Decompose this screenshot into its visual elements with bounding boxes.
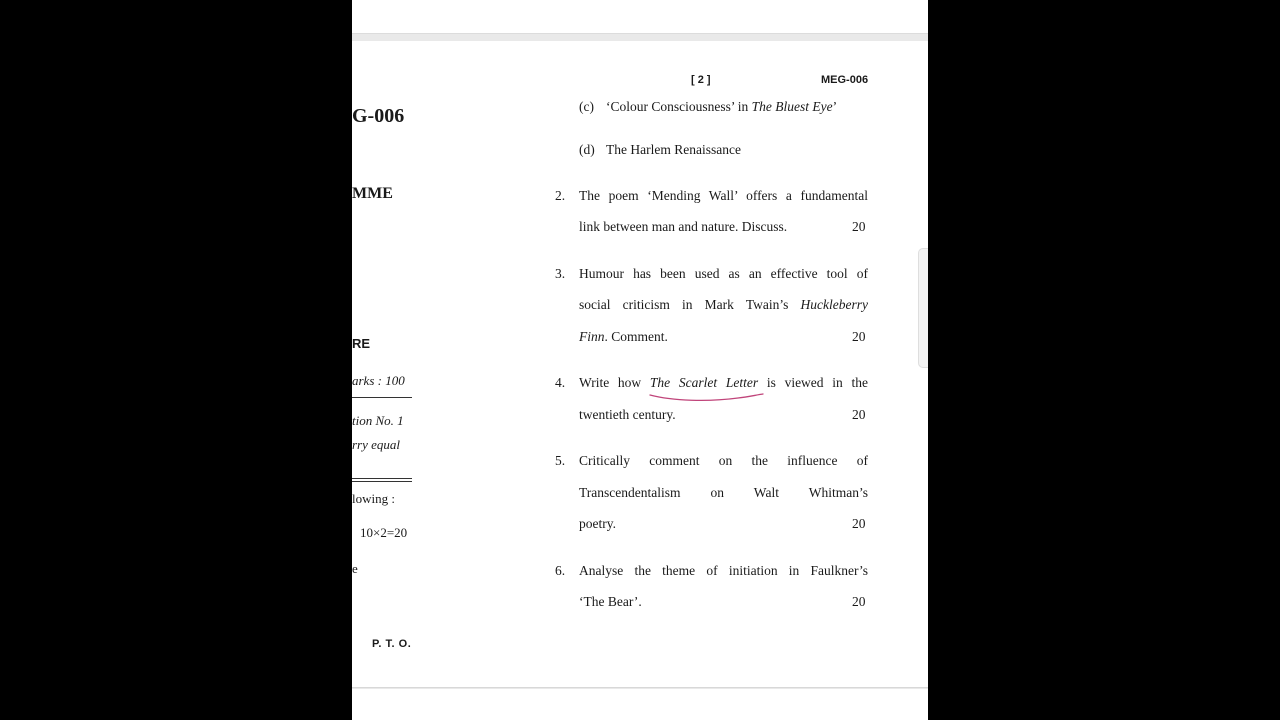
question-5-line-3: poetry. (579, 516, 616, 531)
question-5-number: 5. (555, 453, 566, 468)
question-3-line-2: social criticism in Mark Twain’s Huckleberry (579, 297, 868, 312)
document-viewer[interactable] (352, 0, 928, 720)
pto-label: P. T. O. (372, 638, 412, 650)
programme-fragment: MME (352, 185, 393, 202)
question-2-line-2: link between man and nature. Discuss. (579, 219, 788, 234)
item-c-text: ‘Colour Consciousness’ in The Bluest Eye’ (606, 99, 838, 114)
question-5-marks: 20 (852, 516, 866, 531)
question-5-line-1: Critically comment on the influence of (579, 453, 868, 468)
question-4-line-1: Write how The Scarlet Letter is viewed in the (579, 375, 868, 390)
question-4-marks: 20 (852, 407, 866, 422)
question-2-line-1: The poem ‘Mending Wall’ offers a fundamental (579, 188, 868, 203)
instruction-line-1: tion No. 1 (352, 413, 404, 428)
course-code-fragment: G-006 (352, 105, 405, 127)
item-c-label: (c) (579, 99, 594, 114)
question-6-number: 6. (555, 563, 566, 578)
marks-calc: 10×2=20 (360, 525, 408, 540)
question-6-line-2: ‘The Bear’. (579, 594, 642, 609)
left-page-fragment (352, 41, 414, 687)
handwritten-underline-mark (648, 390, 766, 404)
document-page (352, 41, 928, 688)
course-title-fragment: RE (352, 336, 371, 351)
question-2-number: 2. (555, 188, 566, 203)
question-3-number: 3. (555, 266, 566, 281)
question-3-marks: 20 (852, 329, 866, 344)
double-rule-top (352, 478, 412, 479)
instruction-line-2: rry equal (352, 437, 401, 452)
previous-page-edge (352, 0, 928, 34)
question-4-number: 4. (555, 375, 566, 390)
following-fragment: lowing : (352, 491, 395, 506)
question-5-line-2: Transcendentalism on Walt Whitman’s (579, 485, 868, 500)
scrollbar-thumb[interactable] (918, 248, 928, 368)
max-marks-fragment: arks : 100 (352, 373, 405, 388)
header-course-code: MEG-006 (821, 74, 869, 86)
double-rule-bottom (352, 481, 412, 482)
question-4-line-2: twentieth century. (579, 407, 676, 422)
page-number: [ 2 ] (691, 74, 711, 86)
item-d-label: (d) (579, 142, 595, 157)
rule-line (352, 397, 412, 398)
question-6-line-1: Analyse the theme of initiation in Faulkner’s (579, 563, 868, 578)
question-2-marks: 20 (852, 219, 866, 234)
question-3-line-1: Humour has been used as an effective tool of (579, 266, 868, 281)
question-3-line-3: Finn. Comment. (579, 329, 668, 344)
question-6-marks: 20 (852, 594, 866, 609)
item-d-text: The Harlem Renaissance (606, 142, 741, 157)
next-page-edge (352, 689, 928, 720)
letter-fragment: e (352, 561, 358, 576)
